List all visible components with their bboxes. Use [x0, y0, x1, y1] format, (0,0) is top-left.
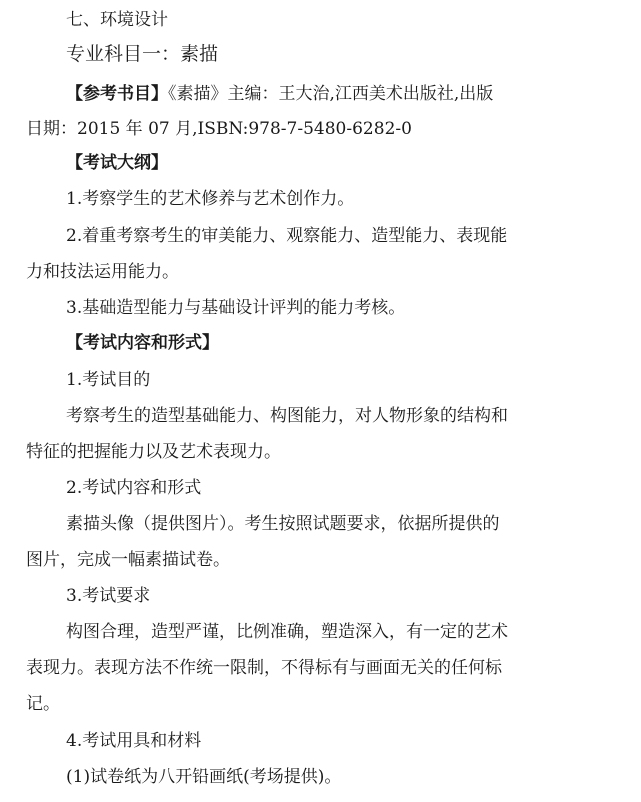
reference-line-2: 日期：2015 年 07 月,ISBN:978-7-5480-6282-0: [26, 119, 412, 139]
outline-heading: 【考试大纲】: [66, 153, 168, 173]
requirement-line-2: 表现力。表现方法不作统一限制，不得标有与画面无关的任何标: [26, 658, 502, 678]
reference-line-1: [0, 82, 641, 106]
outline-item-2-line-1: 2.着重考察考生的审美能力、观察能力、造型能力、表现能: [66, 226, 508, 246]
outline-item-2-line-2: 力和技法运用能力。: [26, 262, 179, 282]
reference-text: 《素描》主编：王大治,江西美术出版社,出版: [168, 84, 494, 104]
subject-title: 专业科目一：素描: [66, 43, 219, 65]
requirement-line-1: 构图合理，造型严谨，比例准确，塑造深入，有一定的艺术: [66, 622, 508, 642]
reference-label: 【参考书目】: [66, 84, 168, 104]
section-title: 七、环境设计: [66, 10, 168, 30]
tools-heading: 4.考试用具和材料: [66, 731, 202, 751]
content-heading: 【考试内容和形式】: [66, 333, 219, 353]
purpose-line-1: 考察考生的造型基础能力、构图能力，对人物形象的结构和: [66, 406, 508, 426]
purpose-heading: 1.考试目的: [66, 370, 151, 390]
outline-item-1: 1.考察学生的艺术修养与艺术创作力。: [66, 189, 355, 209]
form-line-2: 图片，完成一幅素描试卷。: [26, 550, 230, 570]
form-heading: 2.考试内容和形式: [66, 478, 202, 498]
tools-item-1: (1)试卷纸为八开铅画纸(考场提供)。: [66, 767, 342, 787]
outline-item-3: 3.基础造型能力与基础设计评判的能力考核。: [66, 298, 406, 318]
purpose-line-2: 特征的把握能力以及艺术表现力。: [26, 442, 281, 462]
form-line-1: 素描头像（提供图片）。考生按照试题要求，依据所提供的: [66, 514, 500, 534]
requirement-heading: 3.考试要求: [66, 586, 151, 606]
requirement-line-3: 记。: [26, 694, 60, 714]
